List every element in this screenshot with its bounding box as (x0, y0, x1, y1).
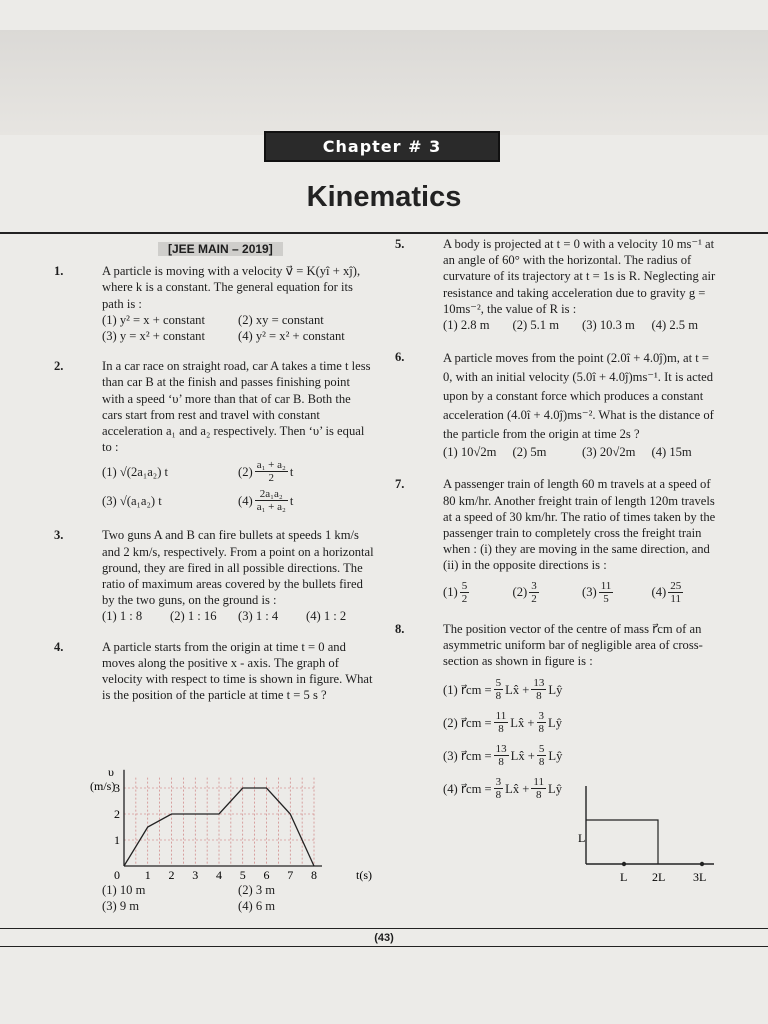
question-number: 6. (395, 350, 405, 365)
question-number: 5. (395, 237, 405, 251)
option: (2) r⃗cm = $\frac{11}{8}$ Lx̂ + $\frac{3}{8}$ Lŷ (443, 710, 562, 736)
question-5 (395, 236, 721, 333)
option: (3) $\frac{11}{5}$ (582, 579, 612, 605)
question-2 (54, 358, 374, 514)
question-text: A particle starts from the origin at time t = 0 and moves along the positive x - axis. The graph of velocity with respect to time is shown in figure. What is the position of the particle at time t = 5 s ? (102, 639, 373, 703)
option: (2) xy = constant (238, 312, 324, 327)
chapter-label: Chapter # 3 (322, 137, 442, 156)
footer-divider (0, 946, 768, 947)
option: (4) 15m (651, 445, 692, 460)
chapter-banner (264, 131, 500, 162)
option: (1) $\frac{5}{2}$ (443, 579, 468, 605)
x-tick-label: 3 (192, 868, 199, 882)
question-8 (395, 621, 721, 802)
option: (2) 3 m (238, 883, 276, 897)
option: (4) $\frac{\text{2a₁a₂}}{\text{a₁ + a₂}}$ t (238, 488, 294, 514)
y-axis-label: υ (108, 766, 114, 779)
tick-label: 2L (652, 870, 666, 884)
option: (1) 2.8 m (443, 318, 490, 333)
top-divider (0, 232, 768, 234)
x-tick-label: 4 (216, 868, 222, 882)
option: (1) 10 m (102, 883, 146, 897)
option: (3) y = x² + constant (102, 329, 205, 344)
question-1 (54, 263, 374, 344)
y-tick-label: 2 (114, 807, 120, 821)
page-number: (43) (374, 932, 394, 944)
option: (4) 1 : 2 (306, 609, 347, 624)
option: (2) 5m (512, 445, 547, 460)
option: (3) 1 : 4 (238, 609, 279, 624)
question-text: A body is projected at t = 0 with a velocity 10 ms⁻¹ at an angle of 60° with the horizontal. The radius of curvature of its trajectory at t = 1s is R. Neglecting air resistance and taking acceleration due to gravity g = 10ms⁻², the value of R is : (443, 237, 716, 316)
option: (1) √(2a₁a₂) t (102, 464, 169, 479)
y-tick-label: 1 (114, 833, 120, 847)
question-text: A passenger train of length 60 m travels at a speed of 80 km/hr. Another freight train of length 120m travels at a speed of 30 km/hr. The ratio of times taken by the passenger train to completely cross the freight train when : (i) they are moving in the same direction, and (ii) in the opposite directions is : (443, 477, 716, 573)
right-column (395, 236, 721, 802)
bar-segment (586, 820, 658, 864)
option: (4) 2.5 m (651, 318, 699, 333)
option: (4) r⃗cm = $\frac{3}{8}$ Lx̂ + $\frac{11}{8}$ Lŷ (443, 776, 562, 802)
y-axis-unit: (m/s) (90, 779, 116, 793)
question-number: 1. (54, 264, 64, 279)
question-7 (395, 476, 721, 605)
option: (1) 10√2m (443, 445, 497, 460)
question-number: 3. (54, 528, 64, 543)
question-6 (395, 349, 721, 460)
footer-divider (0, 928, 768, 929)
header-band (0, 30, 768, 135)
option: (4) $\frac{25}{11}$ (651, 579, 682, 605)
page-title: Kinematics (306, 181, 462, 213)
x-tick-label: 2 (168, 868, 175, 882)
velocity-time-graph (84, 766, 384, 884)
option: (3) r⃗cm = $\frac{13}{8}$ Lx̂ + $\frac{5}{8}$ Lŷ (443, 743, 563, 769)
exam-tag: [JEE MAIN – 2019] (158, 242, 283, 256)
option: (2) 1 : 16 (170, 609, 217, 624)
question-8-options (443, 677, 583, 801)
option: (2) 5.1 m (512, 318, 560, 333)
x-tick-label: 0 (114, 868, 120, 882)
tick-label: L (620, 870, 628, 884)
question-number: 4. (54, 639, 64, 654)
option: (4) y² = x² + constant (238, 329, 345, 344)
question-number: 2. (54, 359, 64, 374)
question-4 (54, 639, 374, 704)
option: (3) 10.3 m (582, 318, 635, 333)
bar-figure (574, 784, 724, 888)
question-text: A particle is moving with a velocity v⃗ = K(yî + xĵ), where k is a constant. The general equation for its path is : (102, 264, 361, 311)
question-text: The position vector of the centre of mass r⃗cm of an asymmetric uniform bar of negligible area of cross-section as shown in figure is : (443, 621, 703, 669)
option: (2) $\frac{3}{2}$ (512, 579, 537, 605)
question-3 (54, 527, 374, 624)
y-tick-label: 3 (114, 781, 120, 795)
x-tick-label: 8 (311, 868, 317, 882)
option: (1) 1 : 8 (102, 609, 143, 624)
question-number: 7. (395, 477, 405, 492)
side-label: L (578, 831, 586, 845)
option: (1) y² = x + constant (102, 312, 205, 327)
left-column (54, 241, 374, 703)
question-4-options (102, 882, 374, 914)
question-number: 8. (395, 621, 405, 636)
option: (2) $\frac{\text{a₁ + a₂}}{2}$ t (238, 459, 294, 485)
option: (1) r⃗cm = $\frac{5}{8}$ Lx̂ + $\frac{13}{8}$ Lŷ (443, 677, 563, 703)
tick-label: 3L (693, 870, 707, 884)
x-tick-label: 1 (144, 868, 151, 882)
x-axis-label: t(s) (356, 868, 372, 882)
question-text: In a car race on straight road, car A takes a time t less than car B at the finish and passes finishing point with a speed ‘υ’ more than that of car B. Both the cars start from rest and travel with constant acceleration a₁ and a₂ respectively. Then ‘υ’ is equal to : (102, 359, 371, 455)
x-tick-label: 5 (239, 868, 246, 882)
question-text: Two guns A and B can fire bullets at speeds 1 km/s and 2 km/s, respectively. From a point on a horizontal ground, they are fired in all possible directions. The ratio of maximum areas covered by the bullets fired by the two guns, on the ground is : (102, 528, 374, 608)
tick-dot (700, 862, 704, 866)
option: (3) 20√2m (582, 445, 636, 460)
option: (4) 6 m (238, 899, 276, 914)
tick-dot (622, 862, 626, 866)
x-tick-label: 7 (287, 868, 294, 882)
option: (3) √(a₁a₂) t (102, 493, 162, 508)
option: (3) 9 m (102, 899, 140, 914)
x-tick-label: 6 (263, 868, 270, 882)
question-text: A particle moves from the point (2.0î + 4.0ĵ)m, at t = 0, with an initial velocity (5.0î + 4.0ĵ)ms⁻¹. It is acted upon by a constant force which produces a constant acceleration (4.0î + 4.0ĵ)ms⁻². What is the distance of the particle from the origin at time 2s ? (443, 351, 714, 442)
